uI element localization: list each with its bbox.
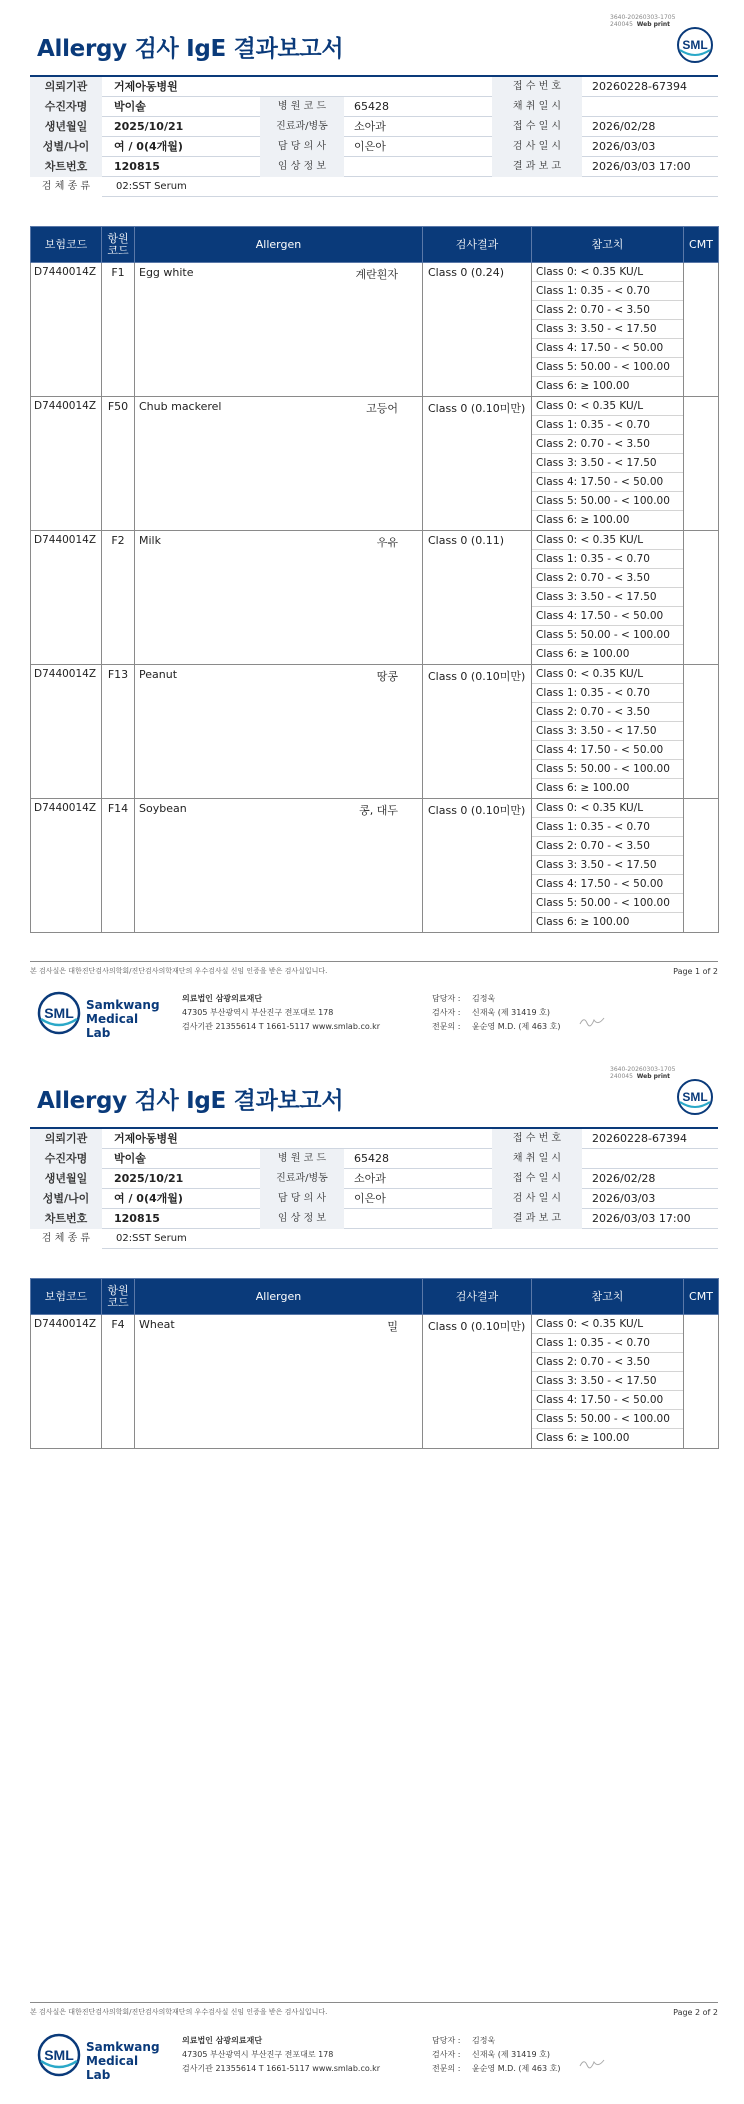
print-meta	[610, 14, 675, 28]
reference-line: Class 4: 17.50 - < 50.00	[532, 741, 683, 760]
reference-line: Class 1: 0.35 - < 0.70	[532, 684, 683, 703]
label-collect-date: 채 취 일 시	[492, 1149, 582, 1169]
reference-line: Class 0: < 0.35 KU/L	[532, 1315, 683, 1334]
staff-info	[432, 992, 560, 1034]
info-row	[30, 137, 718, 157]
chart-value: 120815	[114, 1211, 160, 1225]
footer-note	[30, 961, 718, 976]
label-doctor: 담 당 의 사	[260, 137, 344, 157]
label-hospital-code: 병 원 코 드	[260, 1149, 344, 1169]
info-row	[30, 157, 718, 177]
label-specimen: 검 체 종 류	[30, 177, 102, 197]
insurance-code-cell: D7440014Z	[31, 397, 102, 531]
chart-value: 120815	[114, 159, 160, 173]
manager-value: 김정욱	[472, 2036, 496, 2045]
table-header-row	[31, 227, 719, 263]
header-reference: 참고치	[532, 1279, 684, 1315]
birth-value: 2025/10/21	[114, 1171, 184, 1185]
header-reference: 참고치	[532, 227, 684, 263]
reference-cell	[532, 397, 684, 531]
dept-value: 소아과	[354, 119, 386, 133]
info-row	[30, 97, 718, 117]
reference-line: Class 3: 3.50 - < 17.50	[532, 856, 683, 875]
result-cell: Class 0 (0.10미만)	[423, 397, 532, 531]
reference-line: Class 6: ≥ 100.00	[536, 648, 630, 660]
collect-date-value	[582, 97, 718, 117]
label-tester: 검사자 :	[432, 2050, 461, 2059]
label-report-date: 결 과 보 고	[492, 157, 582, 177]
table-row	[31, 531, 719, 665]
allergen-cell	[135, 799, 423, 933]
header-insurance-code: 보험코드	[31, 227, 102, 263]
table-row	[31, 799, 719, 933]
clinical-value	[344, 1209, 492, 1229]
org-address: 47305 부산광역시 부산진구 전포대로 178	[182, 1008, 334, 1017]
reference-line: Class 5: 50.00 - < 100.00	[532, 1410, 683, 1429]
reference-line: Class 4: 17.50 - < 50.00	[532, 473, 683, 492]
org-title: 의료법인 삼광의료재단	[182, 994, 263, 1003]
report-title: Allergy 검사 IgE 결과보고서	[37, 36, 344, 62]
reference-line: Class 2: 0.70 - < 3.50	[532, 435, 683, 454]
reference-cell	[532, 263, 684, 397]
svg-text:SML: SML	[44, 2047, 74, 2063]
receipt-date-value: 2026/02/28	[592, 119, 656, 133]
insurance-code-cell: D7440014Z	[31, 799, 102, 933]
label-name: 수진자명	[30, 1149, 102, 1169]
header-result: 검사결과	[423, 227, 532, 263]
sml-logo-icon	[36, 990, 82, 1036]
allergen-cell	[135, 531, 423, 665]
header-result: 검사결과	[423, 1279, 532, 1315]
info-row	[30, 77, 718, 97]
reference-line: Class 5: 50.00 - < 100.00	[532, 760, 683, 779]
print-id: 240045	[610, 21, 633, 28]
table-row	[31, 397, 719, 531]
org-info	[182, 2034, 380, 2076]
report-date-value: 2026/03/03 17:00	[592, 159, 691, 173]
reference-cell	[532, 1315, 684, 1449]
reference-line: Class 1: 0.35 - < 0.70	[532, 550, 683, 569]
label-institution: 의뢰기관	[30, 77, 102, 97]
label-manager: 담당자 :	[432, 994, 461, 1003]
allergen-english: Egg white	[139, 266, 194, 279]
insurance-code-cell: D7440014Z	[31, 531, 102, 665]
allergen-korean: 고등어	[366, 402, 398, 415]
doctor-value: 이은아	[354, 139, 386, 153]
cmt-cell	[684, 263, 719, 397]
sml-logo-icon	[36, 2032, 82, 2078]
staff-info	[432, 2034, 560, 2076]
signature-image	[578, 1014, 606, 1028]
lab-name	[86, 2040, 160, 2082]
print-id: 240045	[610, 1073, 633, 1080]
allergen-korean: 계란흰자	[355, 268, 398, 281]
sex-age-value: 여 / 0(4개월)	[114, 1191, 183, 1205]
table-header-row	[31, 1279, 719, 1315]
sml-footer-logo	[36, 990, 160, 1040]
page-number: Page 1 of 2	[673, 967, 718, 976]
info-row	[30, 177, 718, 197]
label-institution: 의뢰기관	[30, 1129, 102, 1149]
reference-line: Class 5: 50.00 - < 100.00	[532, 626, 683, 645]
org-contact: 검사기관 21355614 T 1661-5117 www.smlab.co.kr	[182, 2064, 381, 2073]
table-row	[31, 665, 719, 799]
reference-line: Class 0: < 0.35 KU/L	[532, 531, 683, 550]
svg-text:SML: SML	[682, 38, 708, 52]
reference-line: Class 4: 17.50 - < 50.00	[532, 607, 683, 626]
org-title: 의료법인 삼광의료재단	[182, 2036, 263, 2045]
insurance-code-cell: D7440014Z	[31, 665, 102, 799]
name-value: 박이솔	[114, 1151, 146, 1165]
sml-logo-icon	[676, 26, 714, 64]
lab-name-line1: Samkwang	[86, 2040, 160, 2054]
result-cell: Class 0 (0.10미만)	[423, 799, 532, 933]
results-table	[30, 1278, 719, 1449]
antigen-code-cell: F1	[102, 263, 135, 397]
reference-line: Class 2: 0.70 - < 3.50	[532, 837, 683, 856]
insurance-code-cell: D7440014Z	[31, 1315, 102, 1449]
reference-line: Class 2: 0.70 - < 3.50	[532, 301, 683, 320]
sex-age-value: 여 / 0(4개월)	[114, 139, 183, 153]
reference-line: Class 2: 0.70 - < 3.50	[532, 569, 683, 588]
reference-line: Class 3: 3.50 - < 17.50	[532, 588, 683, 607]
report-date-value: 2026/03/03 17:00	[592, 1211, 691, 1225]
reference-line: Class 0: < 0.35 KU/L	[532, 263, 683, 282]
result-cell: Class 0 (0.10미만)	[423, 1315, 532, 1449]
lab-name-line2: Medical Lab	[86, 1012, 139, 1040]
antigen-code-cell: F4	[102, 1315, 135, 1449]
label-chart: 차트번호	[30, 157, 102, 177]
cmt-cell	[684, 531, 719, 665]
specimen-value: 02:SST Serum	[116, 180, 187, 192]
label-specialist: 전문의 :	[432, 2064, 461, 2073]
label-receipt-date: 접 수 일 시	[492, 117, 582, 137]
institution-value: 거제아동병원	[114, 79, 178, 93]
info-row	[30, 1189, 718, 1209]
reference-line: Class 2: 0.70 - < 3.50	[532, 703, 683, 722]
result-cell: Class 0 (0.24)	[423, 263, 532, 397]
antigen-code-cell: F14	[102, 799, 135, 933]
cmt-cell	[684, 665, 719, 799]
info-row	[30, 1169, 718, 1189]
certification-note: 본 검사실은 대한진단검사의학회/진단검사의학재단의 우수검사실 신임 인증을 받은 검사실입니다.	[30, 2008, 328, 2016]
label-collect-date: 채 취 일 시	[492, 97, 582, 117]
org-address: 47305 부산광역시 부산진구 전포대로 178	[182, 2050, 334, 2059]
reference-line: Class 3: 3.50 - < 17.50	[532, 722, 683, 741]
label-doctor: 담 당 의 사	[260, 1189, 344, 1209]
header-allergen: Allergen	[135, 1279, 423, 1315]
reference-line: Class 3: 3.50 - < 17.50	[532, 1372, 683, 1391]
clinical-value	[344, 157, 492, 177]
header-antigen-code: 항원 코드	[102, 227, 135, 263]
reference-line: Class 4: 17.50 - < 50.00	[532, 875, 683, 894]
receipt-date-value: 2026/02/28	[592, 1171, 656, 1185]
label-sex-age: 성별/나이	[30, 1189, 102, 1209]
results-body	[31, 1315, 719, 1449]
reference-line: Class 6: ≥ 100.00	[536, 514, 630, 526]
label-dept: 진료과/병동	[260, 117, 344, 137]
reference-line: Class 0: < 0.35 KU/L	[532, 665, 683, 684]
info-row	[30, 1229, 718, 1249]
cmt-cell	[684, 799, 719, 933]
allergen-english: Chub mackerel	[139, 400, 222, 413]
reference-line: Class 5: 50.00 - < 100.00	[532, 492, 683, 511]
label-dept: 진료과/병동	[260, 1169, 344, 1189]
allergen-korean: 밀	[387, 1320, 398, 1333]
allergen-cell	[135, 1315, 423, 1449]
reference-cell	[532, 665, 684, 799]
label-report-date: 결 과 보 고	[492, 1209, 582, 1229]
table-row	[31, 263, 719, 397]
cmt-cell	[684, 397, 719, 531]
label-tester: 검사자 :	[432, 1008, 461, 1017]
name-value: 박이솔	[114, 99, 146, 113]
cmt-cell	[684, 1315, 719, 1449]
certification-note: 본 검사실은 대한진단검사의학회/진단검사의학재단의 우수검사실 신임 인증을 받은 검사실입니다.	[30, 967, 328, 975]
result-cell: Class 0 (0.11)	[423, 531, 532, 665]
svg-text:SML: SML	[682, 1090, 708, 1104]
reference-cell	[532, 531, 684, 665]
footer-note	[30, 2002, 718, 2017]
reference-line: Class 3: 3.50 - < 17.50	[532, 320, 683, 339]
reference-line: Class 4: 17.50 - < 50.00	[532, 339, 683, 358]
label-specimen: 검 체 종 류	[30, 1229, 102, 1249]
label-receipt-date: 접 수 일 시	[492, 1169, 582, 1189]
info-row	[30, 1209, 718, 1229]
test-date-value: 2026/03/03	[592, 139, 656, 153]
label-test-date: 검 사 일 시	[492, 1189, 582, 1209]
antigen-code-cell: F2	[102, 531, 135, 665]
allergen-cell	[135, 665, 423, 799]
test-date-value: 2026/03/03	[592, 1191, 656, 1205]
label-chart: 차트번호	[30, 1209, 102, 1229]
reference-line: Class 1: 0.35 - < 0.70	[532, 416, 683, 435]
info-row	[30, 117, 718, 137]
info-row	[30, 1129, 718, 1149]
label-reception-no: 접 수 번 호	[492, 77, 582, 97]
allergen-english: Peanut	[139, 668, 178, 681]
print-code: 3640-20260303-1705	[610, 1066, 676, 1073]
allergen-english: Wheat	[139, 1318, 175, 1331]
print-label: Web print	[636, 21, 671, 28]
org-info	[182, 992, 380, 1034]
org-contact: 검사기관 21355614 T 1661-5117 www.smlab.co.kr	[182, 1022, 381, 1031]
label-test-date: 검 사 일 시	[492, 137, 582, 157]
reception-no-value: 20260228-67394	[592, 1131, 687, 1145]
specialist-value: 윤순영 M.D. (제 463 호)	[472, 2064, 561, 2073]
report-page-2	[0, 1066, 744, 2104]
page-number: Page 2 of 2	[673, 2008, 718, 2017]
allergen-cell	[135, 263, 423, 397]
result-cell: Class 0 (0.10미만)	[423, 665, 532, 799]
reference-line: Class 4: 17.50 - < 50.00	[532, 1391, 683, 1410]
dept-value: 소아과	[354, 1171, 386, 1185]
lab-name-line2: Medical Lab	[86, 2054, 139, 2082]
hospital-code-value: 65428	[354, 99, 389, 113]
allergen-korean: 콩, 대두	[359, 804, 398, 817]
patient-info-table	[30, 1127, 718, 1249]
label-birth: 생년월일	[30, 1169, 102, 1189]
allergen-korean: 땅콩	[376, 670, 398, 683]
reference-line: Class 0: < 0.35 KU/L	[532, 397, 683, 416]
label-manager: 담당자 :	[432, 2036, 461, 2045]
label-name: 수진자명	[30, 97, 102, 117]
reception-no-value: 20260228-67394	[592, 79, 687, 93]
insurance-code-cell: D7440014Z	[31, 263, 102, 397]
table-row	[31, 1315, 719, 1449]
tester-value: 신재욱 (제 31419 호)	[472, 2050, 550, 2059]
header-antigen-code: 항원 코드	[102, 1279, 135, 1315]
info-row	[30, 1149, 718, 1169]
doctor-value: 이은아	[354, 1191, 386, 1205]
birth-value: 2025/10/21	[114, 119, 184, 133]
patient-info-table	[30, 75, 718, 197]
label-specialist: 전문의 :	[432, 1022, 461, 1031]
reference-line: Class 0: < 0.35 KU/L	[532, 799, 683, 818]
specimen-value: 02:SST Serum	[116, 1232, 187, 1244]
results-table	[30, 226, 719, 933]
header-cmt: CMT	[684, 227, 719, 263]
reference-line: Class 5: 50.00 - < 100.00	[532, 894, 683, 913]
reference-line: Class 5: 50.00 - < 100.00	[532, 358, 683, 377]
label-clinical: 임 상 정 보	[260, 1209, 344, 1229]
header-insurance-code: 보험코드	[31, 1279, 102, 1315]
label-birth: 생년월일	[30, 117, 102, 137]
lab-name-line1: Samkwang	[86, 998, 160, 1012]
sml-footer-logo	[36, 2032, 160, 2082]
allergen-english: Milk	[139, 534, 161, 547]
print-meta	[610, 1066, 675, 1080]
tester-value: 신재욱 (제 31419 호)	[472, 1008, 550, 1017]
allergen-cell	[135, 397, 423, 531]
manager-value: 김정욱	[472, 994, 496, 1003]
reference-line: Class 3: 3.50 - < 17.50	[532, 454, 683, 473]
reference-line: Class 6: ≥ 100.00	[536, 782, 630, 794]
svg-text:SML: SML	[44, 1005, 74, 1021]
label-hospital-code: 병 원 코 드	[260, 97, 344, 117]
collect-date-value	[582, 1149, 718, 1169]
reference-line: Class 1: 0.35 - < 0.70	[532, 282, 683, 301]
antigen-code-cell: F50	[102, 397, 135, 531]
allergen-korean: 우유	[376, 536, 398, 549]
reference-cell	[532, 799, 684, 933]
sml-logo-icon	[676, 1078, 714, 1116]
label-sex-age: 성별/나이	[30, 137, 102, 157]
antigen-code-cell: F13	[102, 665, 135, 799]
specialist-value: 윤순영 M.D. (제 463 호)	[472, 1022, 561, 1031]
results-body	[31, 263, 719, 933]
lab-name	[86, 998, 160, 1040]
report-title: Allergy 검사 IgE 결과보고서	[37, 1088, 344, 1114]
label-clinical: 임 상 정 보	[260, 157, 344, 177]
reference-line: Class 1: 0.35 - < 0.70	[532, 1334, 683, 1353]
label-reception-no: 접 수 번 호	[492, 1129, 582, 1149]
print-code: 3640-20260303-1705	[610, 14, 676, 21]
signature-image	[578, 2056, 606, 2070]
header-cmt: CMT	[684, 1279, 719, 1315]
reference-line: Class 6: ≥ 100.00	[536, 916, 630, 928]
reference-line: Class 1: 0.35 - < 0.70	[532, 818, 683, 837]
institution-value: 거제아동병원	[114, 1131, 178, 1145]
hospital-code-value: 65428	[354, 1151, 389, 1165]
print-label: Web print	[636, 1073, 671, 1080]
reference-line: Class 6: ≥ 100.00	[536, 380, 630, 392]
header-allergen: Allergen	[135, 227, 423, 263]
reference-line: Class 2: 0.70 - < 3.50	[532, 1353, 683, 1372]
allergen-english: Soybean	[139, 802, 187, 815]
reference-line: Class 6: ≥ 100.00	[536, 1432, 630, 1444]
